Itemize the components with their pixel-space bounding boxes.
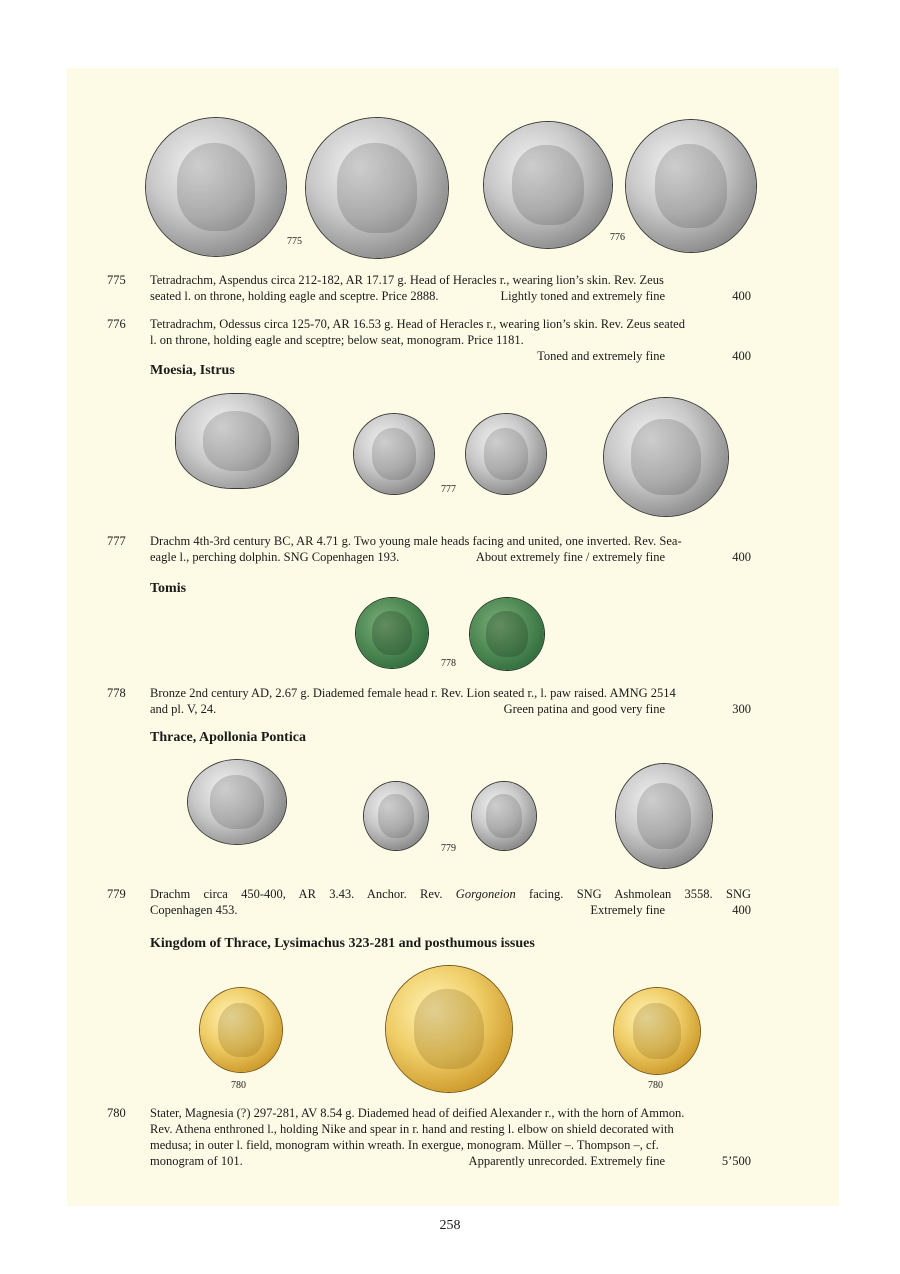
plate-label-779: 779	[441, 843, 456, 854]
lot-description-line: Copenhagen 453.	[150, 903, 238, 917]
lot-number: 778	[107, 686, 126, 700]
lot-description-line: Stater, Magnesia (?) 297-281, AV 8.54 g. Diademed head of deified Alexander r., with the horn of Ammon.	[150, 1106, 685, 1120]
lot-number: 776	[107, 317, 126, 331]
lot-condition: Green patina and good very fine	[503, 702, 665, 716]
plate-label-776: 776	[610, 232, 625, 243]
lot-estimate: 5’500	[721, 1154, 751, 1168]
lot-description-line: Tetradrachm, Aspendus circa 212-182, AR 17.17 g. Head of Heracles r., wearing lion’s skin. Rev. Zeus	[150, 273, 664, 287]
lot-description-italic: Gorgoneion	[455, 887, 516, 901]
lot-description-line: Tetradrachm, Odessus circa 125-70, AR 16.53 g. Head of Heracles r., wearing lion’s skin. Rev. Zeus seated	[150, 317, 685, 331]
coin-778-obverse	[356, 598, 428, 668]
coin-776-reverse	[626, 120, 756, 252]
lot-description-line: Bronze 2nd century AD, 2.67 g. Diademed female head r. Rev. Lion seated r., l. paw raised. AMNG 2514	[150, 686, 676, 700]
lot-description-line: l. on throne, holding eagle and sceptre; below seat, monogram. Price 1181.	[150, 333, 524, 347]
lot-description-line: and pl. V, 24.	[150, 702, 217, 716]
lot-estimate: 400	[732, 349, 751, 363]
lot-estimate: 400	[732, 903, 751, 917]
lot-estimate: 400	[732, 550, 751, 564]
coin-780-obverse-enlarged	[386, 966, 512, 1092]
lot-description-line: seated l. on throne, holding eagle and sceptre. Price 2888.	[150, 289, 439, 303]
lot-condition: Apparently unrecorded. Extremely fine	[468, 1154, 665, 1168]
lot-number: 780	[107, 1106, 126, 1120]
lot-condition: About extremely fine / extremely fine	[475, 550, 665, 564]
lot-description-line: Drachm 4th-3rd century BC, AR 4.71 g. Two young male heads facing and united, one inverted. Rev. Sea-	[150, 534, 682, 548]
plate-label-778: 778	[441, 658, 456, 669]
coin-779-reverse	[472, 782, 536, 850]
lot-number: 775	[107, 273, 126, 287]
plate-label-780-obverse: 780	[231, 1080, 246, 1091]
coin-779-reverse-enlarged	[616, 764, 712, 868]
section-heading-apollonia-pontica: Thrace, Apollonia Pontica	[150, 730, 306, 745]
coin-777-reverse	[466, 414, 546, 494]
lot-description-line: Rev. Athena enthroned l., holding Nike and spear in r. hand and resting l. elbow on shield decorated with	[150, 1122, 674, 1136]
lot-estimate: 400	[732, 289, 751, 303]
page-number: 258	[439, 1218, 461, 1233]
coin-777-obverse	[354, 414, 434, 494]
plate-label-780-reverse: 780	[648, 1080, 663, 1091]
lot-number: 779	[107, 887, 126, 901]
coin-775-reverse	[306, 118, 448, 258]
lot-description-line: Drachm circa 450-400, AR 3.43. Anchor. Rev.	[150, 887, 456, 901]
coin-777-reverse-enlarged	[604, 398, 728, 516]
coin-780-reverse	[614, 988, 700, 1074]
coin-779-obverse-enlarged	[188, 760, 286, 844]
plate-label-777: 777	[441, 484, 456, 495]
lot-description-line: eagle l., perching dolphin. SNG Copenhagen 193.	[150, 550, 400, 564]
coin-776-obverse	[484, 122, 612, 248]
section-heading-moesia-istrus: Moesia, Istrus	[150, 363, 235, 378]
coin-775-obverse	[146, 118, 286, 256]
coin-780-obverse	[200, 988, 282, 1072]
lot-condition: Toned and extremely fine	[537, 349, 665, 363]
section-heading-tomis: Tomis	[150, 581, 187, 596]
section-heading-lysimachus: Kingdom of Thrace, Lysimachus 323-281 and posthumous issues	[150, 936, 535, 951]
coin-777-obverse-enlarged	[176, 394, 298, 488]
coin-778-reverse	[470, 598, 544, 670]
lot-number: 777	[107, 534, 126, 548]
lot-condition: Lightly toned and extremely fine	[500, 289, 665, 303]
lot-description-line: monogram of 101.	[150, 1154, 243, 1168]
lot-condition: Extremely fine	[590, 903, 665, 917]
lot-estimate: 300	[732, 702, 751, 716]
plate-label-775: 775	[287, 236, 302, 247]
coin-779-obverse	[364, 782, 428, 850]
lot-description-line: medusa; in outer l. field, monogram within wreath. In exergue, monogram. Müller –. Thompson –, cf.	[150, 1138, 659, 1152]
lot-description-line: facing. SNG Ashmolean 3558. SNG	[515, 887, 751, 901]
